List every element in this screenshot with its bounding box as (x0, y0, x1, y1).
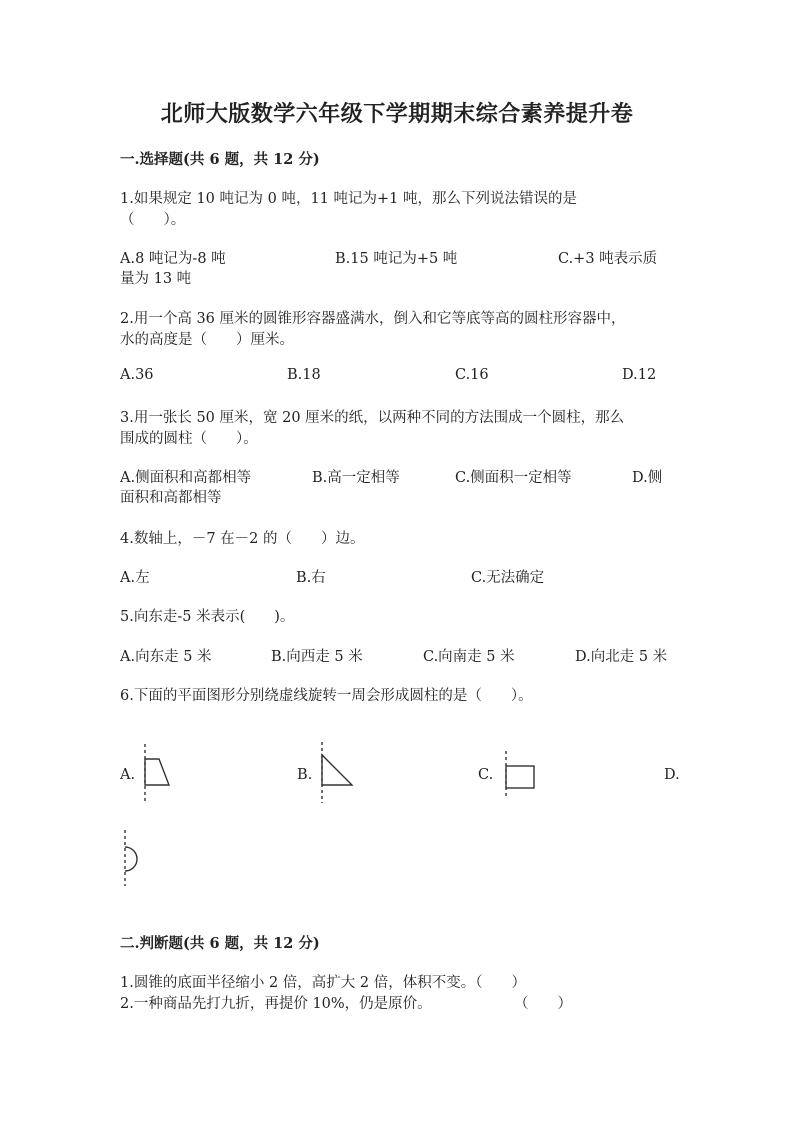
question-1-option-a[interactable]: A.8 吨记为-8 吨 (120, 251, 226, 267)
question-4-option-a[interactable]: A.左 (120, 570, 150, 586)
question-6-option-a[interactable]: A. (120, 767, 136, 783)
figure-c-rectangle (500, 749, 540, 801)
question-2-option-c[interactable]: C.16 (455, 367, 489, 383)
question-6-option-c[interactable]: C. (478, 767, 494, 783)
judgment-question-2-blank[interactable]: （ ） (514, 996, 572, 1012)
figure-d-semicircle (117, 828, 153, 888)
figure-b-triangle (316, 740, 358, 805)
question-1-stem: 1.如果规定 10 吨记为 0 吨，11 吨记为+1 吨，那么下列说法错误的是 (120, 191, 577, 207)
question-2-stem-line2: 水的高度是（ ）厘米。 (120, 332, 294, 348)
figure-c-shape (506, 766, 534, 788)
question-4-stem: 4.数轴上，－7 在－2 的（ ）边。 (120, 531, 365, 547)
question-1-option-c-wrap: 量为 13 吨 (120, 271, 192, 287)
figure-a-shape (145, 759, 169, 785)
page-title: 北师大版数学六年级下学期期末综合素养提升卷 (160, 101, 634, 127)
question-1-option-c[interactable]: C.+3 吨表示质 (558, 251, 658, 267)
question-5-option-d[interactable]: D.向北走 5 米 (575, 649, 668, 665)
figure-a-trapezoid (138, 742, 178, 804)
question-4-option-c[interactable]: C.无法确定 (471, 570, 545, 586)
judgment-question-1: 1.圆锥的底面半径缩小 2 倍，高扩大 2 倍，体积不变。（ ） (120, 975, 526, 991)
question-6-stem: 6.下面的平面图形分别绕虚线旋转一周会形成圆柱的是（ ）。 (120, 688, 533, 704)
question-2-option-d[interactable]: D.12 (622, 367, 657, 383)
section-heading-judgment: 二.判断题(共 6 题，共 12 分) (120, 935, 320, 952)
question-5-option-a[interactable]: A.向东走 5 米 (120, 649, 212, 665)
question-3-option-c[interactable]: C.侧面积一定相等 (455, 470, 572, 486)
question-4-option-b[interactable]: B.右 (296, 570, 326, 586)
section-heading-choice: 一.选择题(共 6 题，共 12 分) (120, 151, 320, 168)
question-2-stem: 2.用一个高 36 厘米的圆锥形容器盛满水，倒入和它等底等高的圆柱形容器中， (120, 311, 626, 327)
question-5-option-c[interactable]: C.向南走 5 米 (423, 649, 515, 665)
question-6-option-d[interactable]: D. (664, 767, 680, 783)
question-1-option-b[interactable]: B.15 吨记为+5 吨 (335, 251, 458, 267)
question-6-option-b[interactable]: B. (297, 767, 313, 783)
question-3-option-a[interactable]: A.侧面积和高都相等 (120, 470, 252, 486)
question-3-option-d-wrap: 面积和高都相等 (120, 490, 222, 506)
figure-b-shape (322, 755, 352, 785)
question-2-option-b[interactable]: B.18 (287, 367, 321, 383)
question-2-option-a[interactable]: A.36 (120, 367, 154, 383)
question-3-option-d[interactable]: D.侧 (632, 470, 663, 486)
question-3-stem-line2: 围成的圆柱（ ）。 (120, 431, 258, 447)
question-1-blank: （ ）。 (120, 212, 186, 228)
question-3-stem: 3.用一张长 50 厘米，宽 20 厘米的纸，以两种不同的方法围成一个圆柱，那么 (120, 410, 625, 426)
question-5-stem: 5.向东走-5 米表示( )。 (120, 609, 295, 625)
question-3-option-b[interactable]: B.高一定相等 (312, 470, 400, 486)
judgment-question-2: 2.一种商品先打九折，再提价 10%，仍是原价。 (120, 996, 432, 1012)
question-5-option-b[interactable]: B.向西走 5 米 (271, 649, 363, 665)
figure-d-shape (125, 847, 137, 871)
